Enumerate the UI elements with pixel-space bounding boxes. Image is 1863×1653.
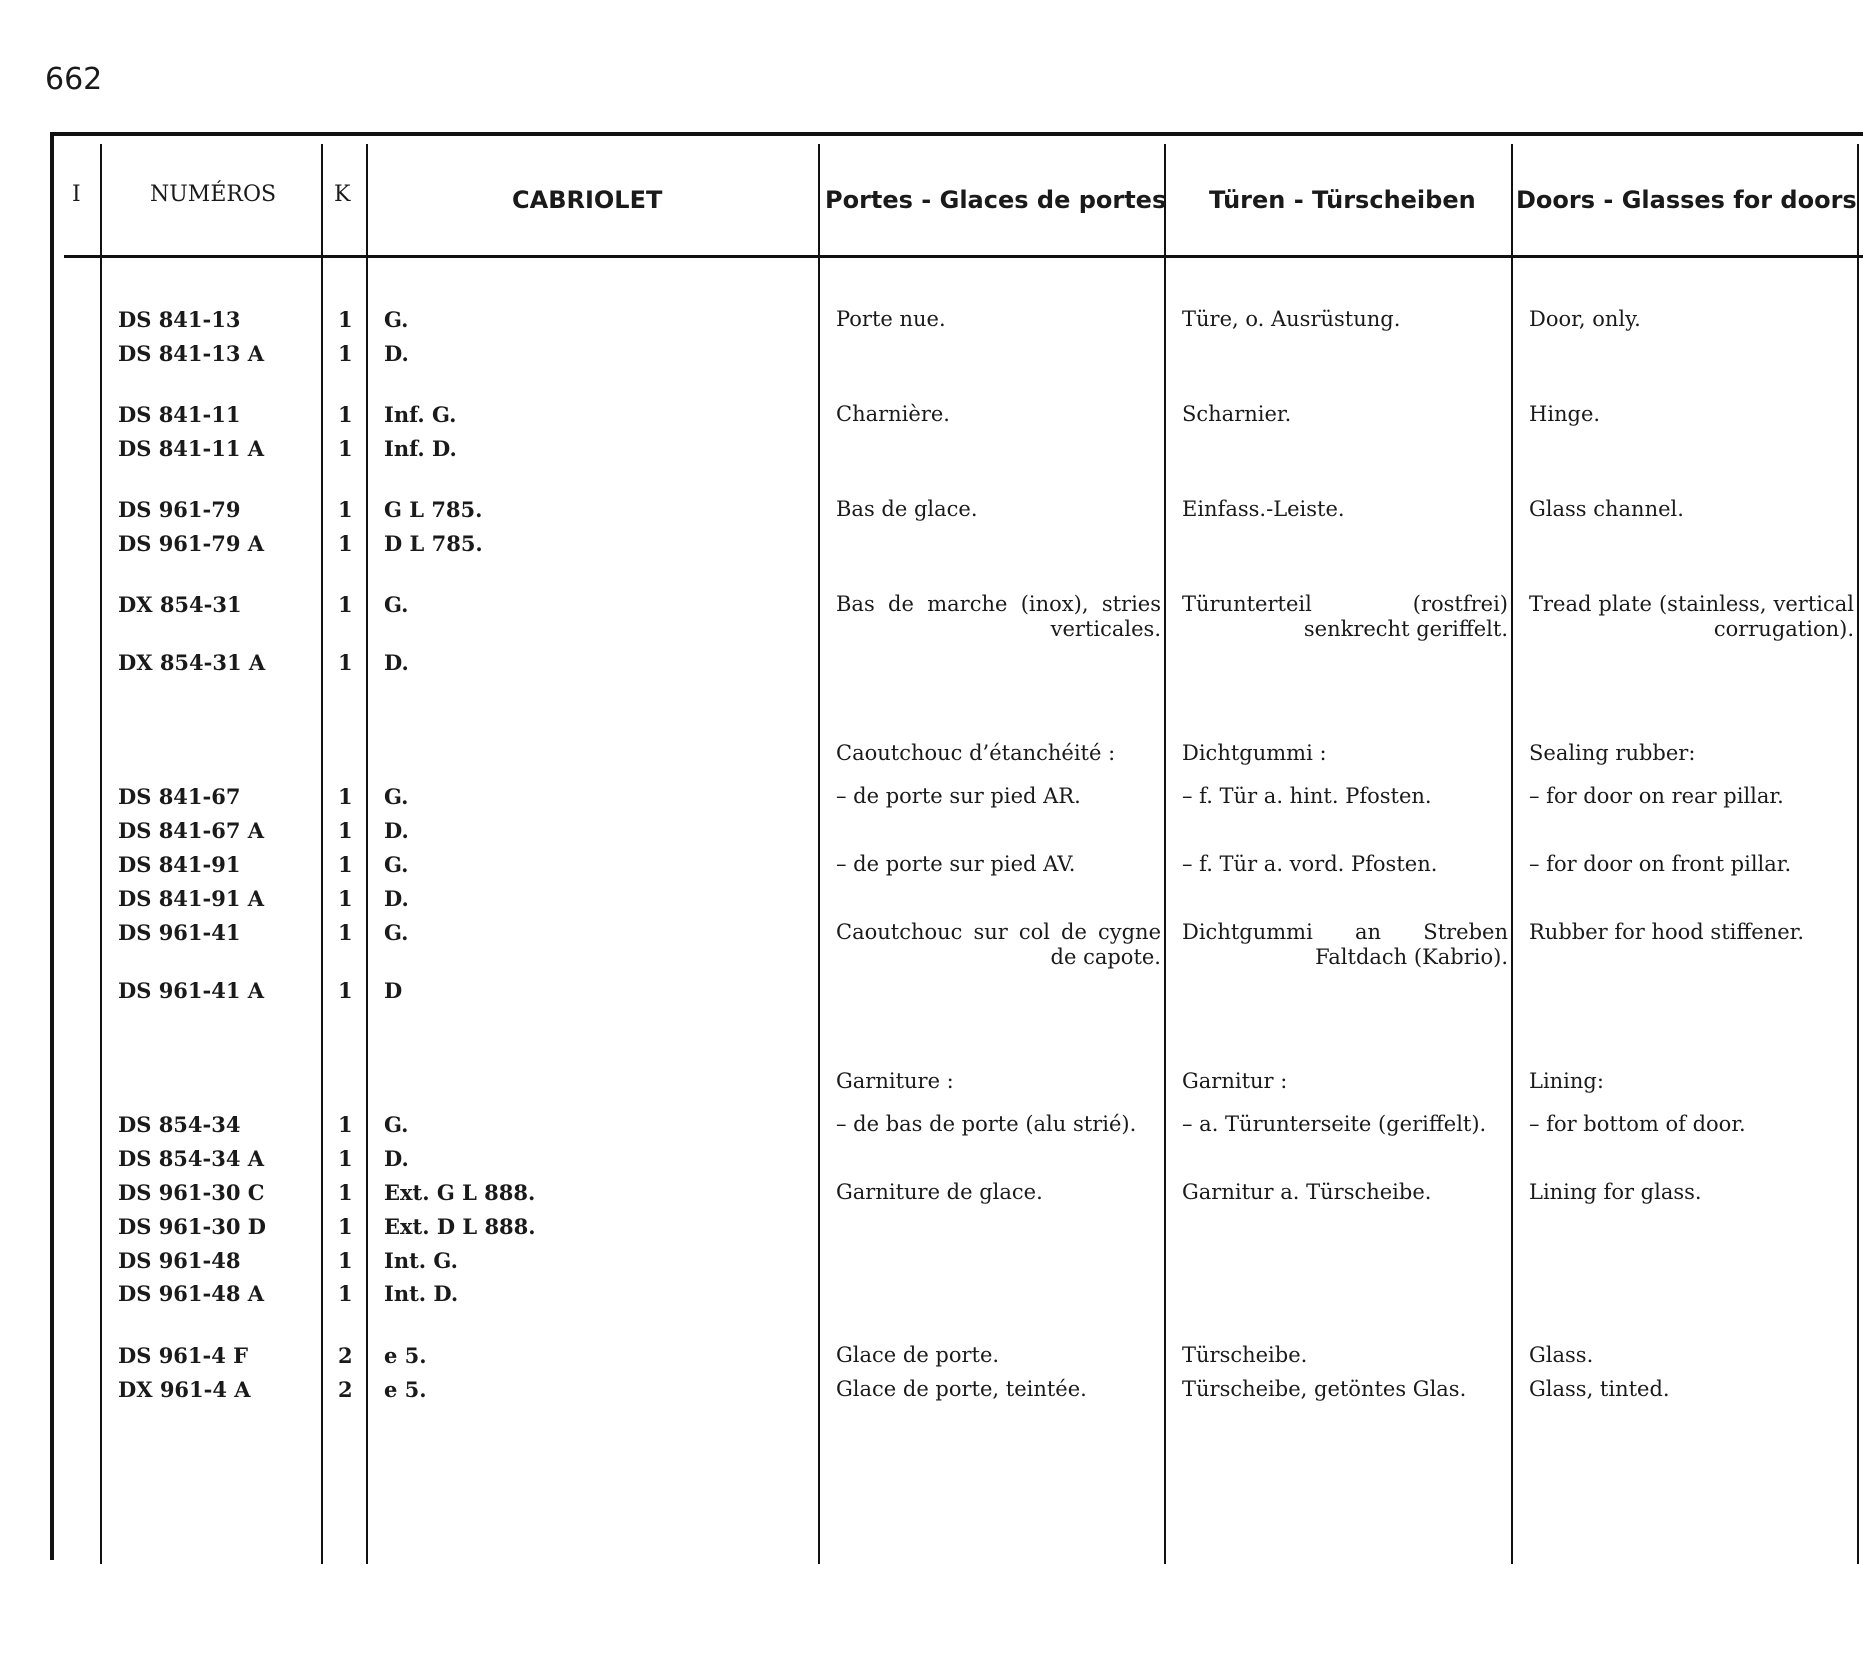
cell-pos: Inf. D. [384,436,457,461]
cell-k: 1 [338,978,353,1003]
cell-de: Türunterteil (rostfrei) senkrecht geriffelt. [1182,592,1508,641]
cell-num: DS 841-67 A [118,818,265,843]
cell-pos: e 5. [384,1377,427,1402]
cell-en: Lining for glass. [1529,1180,1702,1204]
column-divider-fr [1164,144,1166,1564]
cell-pos: D L 785. [384,531,483,556]
cell-k: 1 [338,852,353,877]
cell-en: Hinge. [1529,402,1601,426]
page-number: 662 [45,62,103,97]
cell-de: Dichtgummi an Streben Faltdach (Kabrio). [1182,920,1508,969]
cell-k: 1 [338,497,353,522]
cell-de: Garnitur : [1182,1069,1288,1093]
cell-num: DS 961-4 F [118,1343,249,1368]
column-divider-en [1857,144,1859,1564]
cell-pos: D. [384,818,409,843]
cell-pos: D. [384,341,409,366]
cell-k: 1 [338,1281,353,1306]
cell-pos: Ext. G L 888. [384,1180,536,1205]
cell-k: 1 [338,436,353,461]
cell-num: DS 961-79 A [118,531,265,556]
cell-de: Türe, o. Ausrüstung. [1182,307,1401,331]
column-divider-model [818,144,820,1564]
cell-k: 1 [338,1146,353,1171]
cell-fr: – de porte sur pied AR. [836,784,1081,808]
header-col-i: I [72,182,81,207]
cell-fr: Caoutchouc d’étanchéité : [836,741,1116,765]
cell-k: 1 [338,531,353,556]
cell-num: DS 854-34 [118,1112,241,1137]
cell-num: DX 961-4 A [118,1377,251,1402]
cell-num: DS 961-48 [118,1248,241,1273]
cell-en: Lining: [1529,1069,1604,1093]
cell-num: DS 961-30 C [118,1180,265,1205]
cell-num: DS 841-13 A [118,341,265,366]
cell-pos: G. [384,1112,409,1137]
cell-en: Tread plate (stainless, vertical corrugation). [1529,592,1854,641]
cell-fr: Glace de porte. [836,1343,1000,1367]
cell-pos: D. [384,1146,409,1171]
cell-pos: Int. G. [384,1248,458,1273]
cell-fr: – de bas de porte (alu strié). [836,1112,1137,1136]
cell-num: DX 854-31 [118,592,242,617]
cell-fr: Garniture de glace. [836,1180,1043,1204]
header-german: Türen - Türscheiben [1209,186,1476,214]
header-french: Portes - Glaces de portes [825,186,1167,214]
cell-fr: Glace de porte, teintée. [836,1377,1087,1401]
cell-num: DS 841-11 [118,402,241,427]
cell-num: DS 854-34 A [118,1146,265,1171]
cell-k: 1 [338,341,353,366]
column-divider-k [366,144,368,1564]
cell-num: DS 841-11 A [118,436,265,461]
column-divider-de [1511,144,1513,1564]
cell-pos: G. [384,307,409,332]
cell-de: Dichtgummi : [1182,741,1327,765]
cell-num: DS 961-30 D [118,1214,266,1239]
cell-k: 1 [338,784,353,809]
cell-en: Sealing rubber: [1529,741,1696,765]
cell-de: Scharnier. [1182,402,1292,426]
cell-en: Door, only. [1529,307,1641,331]
cell-pos: G. [384,784,409,809]
cell-pos: G. [384,920,409,945]
cell-en: Rubber for hood stiffener. [1529,920,1805,944]
cell-k: 2 [338,1343,353,1368]
cell-pos: Inf. G. [384,402,457,427]
cell-fr: – de porte sur pied AV. [836,852,1076,876]
cell-num: DS 961-79 [118,497,241,522]
cell-k: 1 [338,402,353,427]
cell-pos: G L 785. [384,497,483,522]
header-bottom-rule [64,255,1863,258]
cell-k: 1 [338,307,353,332]
cell-k: 1 [338,1214,353,1239]
cell-num: DS 961-41 A [118,978,265,1003]
cell-pos: Ext. D L 888. [384,1214,536,1239]
cell-pos: G. [384,592,409,617]
cell-en: – for door on rear pillar. [1529,784,1784,808]
cell-k: 1 [338,1248,353,1273]
cell-de: Türscheibe, getöntes Glas. [1182,1377,1467,1401]
table-top-rule [50,132,1863,136]
cell-de: – f. Tür a. hint. Pfosten. [1182,784,1432,808]
cell-num: DS 841-67 [118,784,241,809]
header-numeros: NUMÉROS [150,182,277,207]
cell-de: – a. Türunterseite (geriffelt). [1182,1112,1487,1136]
cell-num: DS 961-48 A [118,1281,265,1306]
cell-k: 1 [338,818,353,843]
cell-en: – for bottom of door. [1529,1112,1746,1136]
cell-fr: Bas de marche (inox), stries verticales. [836,592,1161,641]
cell-de: Einfass.-Leiste. [1182,497,1345,521]
cell-num: DS 841-13 [118,307,241,332]
column-divider-i [100,144,102,1564]
cell-num: DS 841-91 A [118,886,265,911]
cell-pos: e 5. [384,1343,427,1368]
cell-pos: D. [384,650,409,675]
cell-pos: D [384,978,403,1003]
table-left-border [50,134,54,1560]
cell-k: 1 [338,1112,353,1137]
cell-fr: Caoutchouc sur col de cygne de capote. [836,920,1161,969]
cell-num: DX 854-31 A [118,650,266,675]
cell-k: 1 [338,592,353,617]
cell-en: Glass, tinted. [1529,1377,1670,1401]
cell-k: 1 [338,886,353,911]
column-divider-numeros [321,144,323,1564]
cell-fr: Porte nue. [836,307,946,331]
cell-en: – for door on front pillar. [1529,852,1792,876]
cell-de: Türscheibe. [1182,1343,1308,1367]
cell-pos: Int. D. [384,1281,459,1306]
cell-num: DS 961-41 [118,920,241,945]
cell-k: 2 [338,1377,353,1402]
cell-fr: Garniture : [836,1069,954,1093]
header-model: CABRIOLET [512,186,663,214]
cell-de: – f. Tür a. vord. Pfosten. [1182,852,1438,876]
cell-en: Glass channel. [1529,497,1684,521]
cell-fr: Bas de glace. [836,497,978,521]
cell-k: 1 [338,650,353,675]
cell-k: 1 [338,1180,353,1205]
cell-fr: Charnière. [836,402,950,426]
header-english: Doors - Glasses for doors [1516,186,1857,214]
header-k: K [334,182,351,207]
cell-de: Garnitur a. Türscheibe. [1182,1180,1432,1204]
cell-k: 1 [338,920,353,945]
cell-en: Glass. [1529,1343,1594,1367]
cell-pos: D. [384,886,409,911]
cell-pos: G. [384,852,409,877]
cell-num: DS 841-91 [118,852,241,877]
